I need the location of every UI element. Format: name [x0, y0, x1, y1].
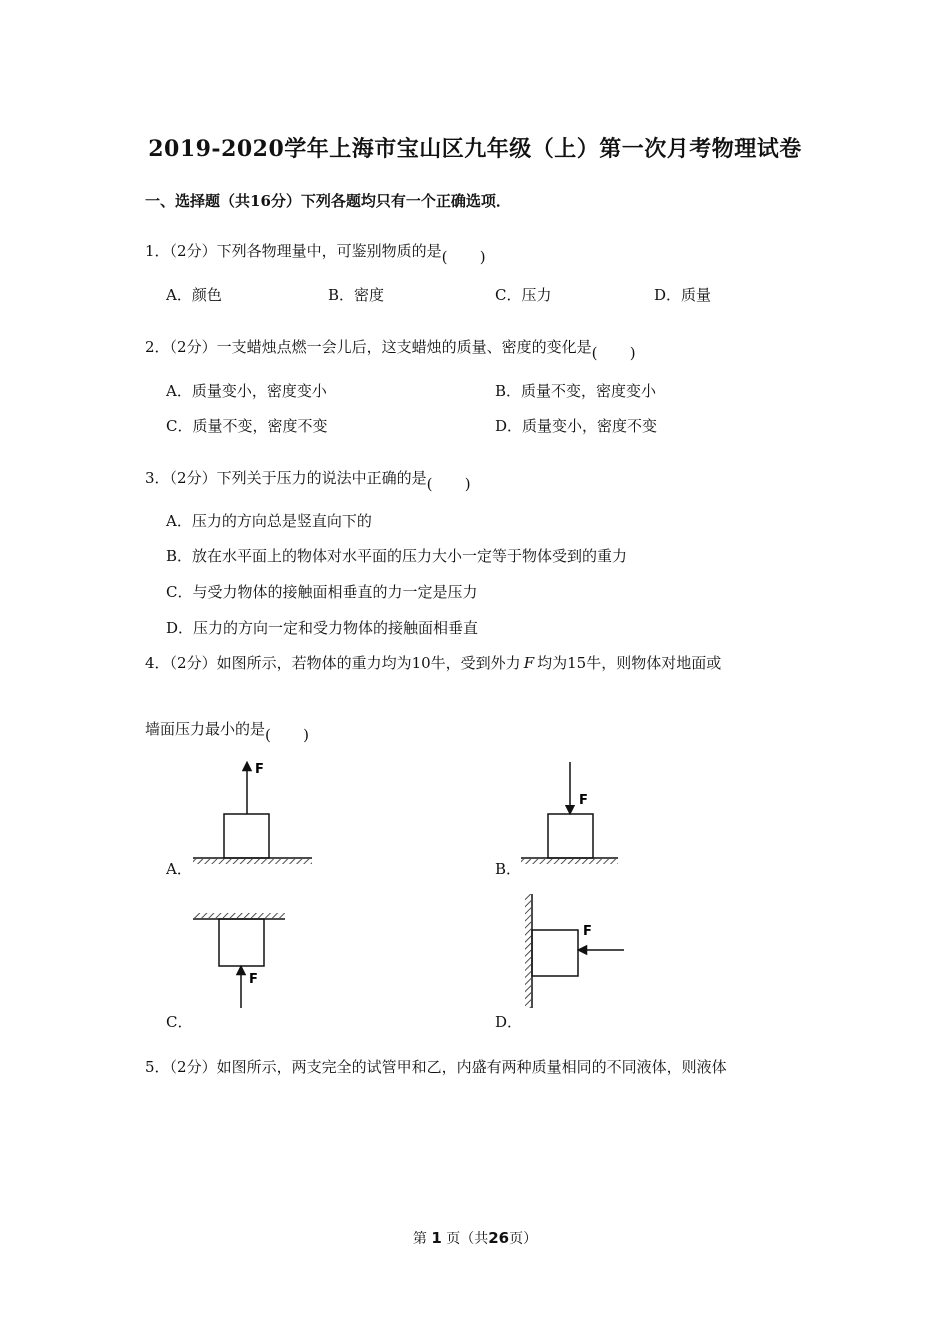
- question-1: 1．（2分）下列各物理量中，可鉴别物质的是 ( ): [145, 242, 486, 266]
- q4-option-a: A．: [166, 860, 192, 878]
- force-label: F: [249, 972, 258, 987]
- force-label: F: [579, 793, 588, 808]
- q4-option-c: C．: [166, 1013, 193, 1031]
- q3-option-b: B．放在水平面上的物体对水平面的压力大小一定等于物体受到的重力: [166, 547, 628, 565]
- q1-option-a: A．颜色: [166, 286, 222, 304]
- q4-option-b: B．: [495, 860, 522, 878]
- wall-hatch: [525, 894, 531, 1008]
- question-4-line-2: 墙面压力最小的是 ( ): [145, 720, 310, 744]
- q1-option-b: B．密度: [328, 286, 385, 304]
- figure-d: [520, 890, 630, 1012]
- question-3: 3．（2分）下列关于压力的说法中正确的是 ( ): [145, 469, 471, 493]
- figure-b: [518, 758, 648, 866]
- block: [532, 930, 578, 976]
- q4-option-d: D．: [495, 1013, 523, 1031]
- force-label: F: [583, 924, 592, 939]
- q1-option-c: C．压力: [495, 286, 552, 304]
- q2-option-d: D．质量变小，密度不变: [495, 417, 658, 435]
- q3-option-a: A．压力的方向总是竖直向下的: [166, 512, 372, 530]
- block: [219, 919, 264, 966]
- q3-option-c: C．与受力物体的接触面相垂直的力一定是压力: [166, 583, 478, 601]
- q2-option-a: A．质量变小，密度变小: [166, 382, 327, 400]
- question-1-stem: 1．（2分）下列各物理量中，可鉴别物质的是: [145, 242, 442, 260]
- force-variable: F: [523, 654, 535, 672]
- question-2: 2．（2分）一支蜡烛点燃一会儿后，这支蜡烛的质量、密度的变化是 ( ): [145, 338, 636, 362]
- block: [224, 814, 269, 858]
- block: [548, 814, 593, 858]
- q3-option-d: D．压力的方向一定和受力物体的接触面相垂直: [166, 619, 479, 637]
- ground-hatch: [193, 859, 312, 864]
- q2-option-c: C．质量不变，密度不变: [166, 417, 328, 435]
- figure-c: [190, 908, 300, 1016]
- force-label: F: [255, 762, 264, 777]
- figure-a: [190, 758, 320, 866]
- total-pages: 26: [488, 1229, 510, 1247]
- ceiling-hatch: [193, 913, 285, 918]
- q2-option-b: B．质量不变，密度变小: [495, 382, 657, 400]
- section-heading: 一、选择题（共16分）下列各题均只有一个正确选项．: [145, 192, 511, 210]
- question-2-stem: 2．（2分）一支蜡烛点燃一会儿后，这支蜡烛的质量、密度的变化是: [145, 338, 592, 356]
- q1-option-d: D．质量: [654, 286, 712, 304]
- page-title: 2019-2020学年上海市宝山区九年级（上）第一次月考物理试卷: [148, 136, 802, 162]
- question-3-stem: 3．（2分）下列关于压力的说法中正确的是: [145, 469, 427, 487]
- ground-hatch: [521, 859, 618, 864]
- page-footer: 第 1 页（共26页）: [412, 1229, 538, 1247]
- question-4-line-1: 4．（2分）如图所示，若物体的重力均为10牛，受到外力 F 均为15牛，则物体对地面或: [145, 654, 722, 672]
- question-5: 5．（2分）如图所示，两支完全的试管甲和乙，内盛有两种质量相同的不同液体，则液体: [145, 1058, 727, 1076]
- current-page: 1: [431, 1229, 442, 1247]
